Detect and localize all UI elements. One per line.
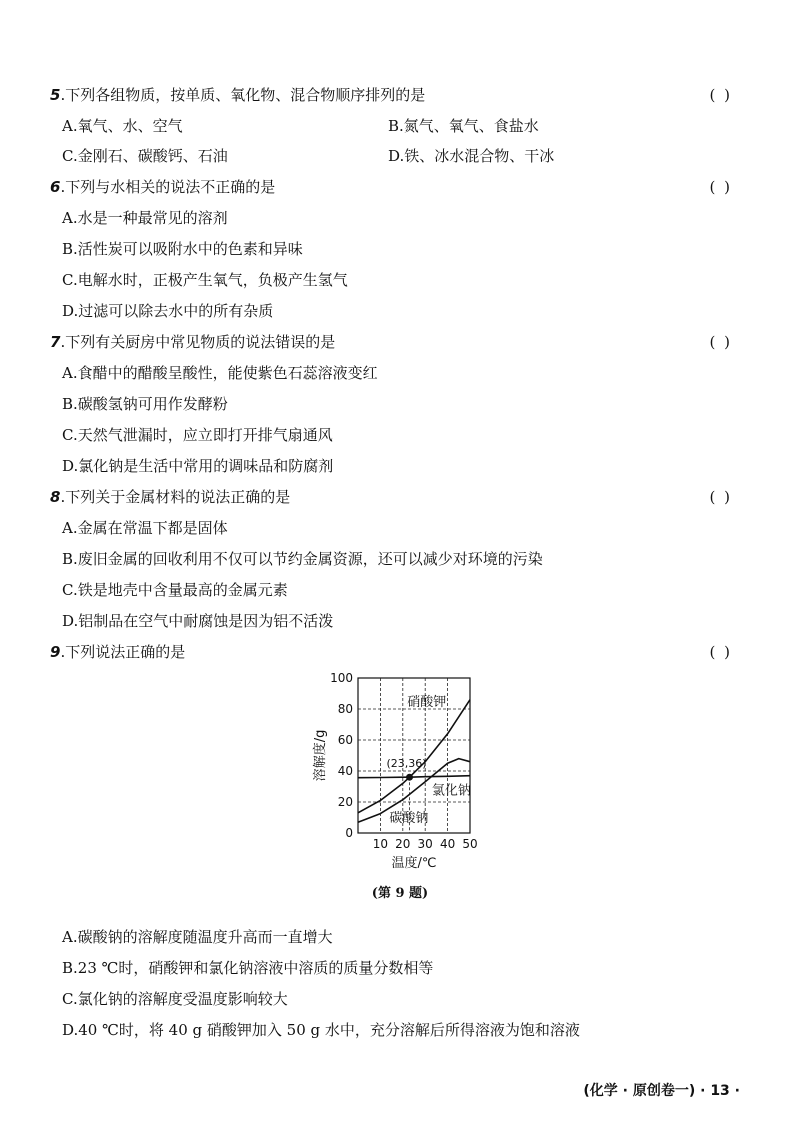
question-8-option-b: B.废旧金属的回收利用不仅可以节约金属资源，还可以减少对环境的污染 — [62, 550, 543, 568]
question-text: .下列说法正确的是 — [60, 643, 186, 661]
question-8-stem — [50, 487, 290, 507]
question-6-option-b: B.活性炭可以吸附水中的色素和异味 — [62, 240, 303, 258]
question-5-option-c: C.金刚石、碳酸钙、石油 — [62, 147, 228, 165]
series-line-氯化钠 — [358, 776, 470, 778]
question-text: .下列与水相关的说法不正确的是 — [60, 178, 276, 196]
series-label: 氯化钠 — [431, 783, 471, 799]
annotation-label: (23,36) — [386, 757, 427, 771]
question-9-option-a: A.碳酸钠的溶解度随温度升高而一直增大 — [62, 928, 333, 946]
answer-blank: ( ) — [709, 333, 732, 351]
figure-caption: (第 9 题) — [371, 886, 429, 901]
question-number: 5 — [50, 86, 61, 104]
series-label: 碳酸钠 — [389, 811, 429, 827]
question-text: .下列有关厨房中常见物质的说法错误的是 — [60, 333, 336, 351]
x-tick-label: 10 — [372, 837, 389, 851]
answer-blank: ( ) — [709, 643, 732, 661]
question-5-option-a: A.氧气、水、空气 — [62, 117, 183, 135]
y-tick-label: 60 — [337, 733, 353, 747]
y-tick-label: 80 — [337, 702, 353, 716]
page-footer: (化学 · 原创卷一) · 13 · — [583, 1083, 740, 1099]
question-number: 7 — [50, 333, 61, 351]
y-axis-label: 溶解度/g — [313, 729, 328, 782]
intersection-point — [406, 774, 413, 781]
question-7-stem — [50, 332, 335, 352]
x-tick-label: 20 — [395, 837, 411, 851]
question-9-option-c: C.氯化钠的溶解度受温度影响较大 — [62, 990, 288, 1008]
question-9-stem — [50, 642, 185, 662]
question-5-option-b: B.氮气、氧气、食盐水 — [388, 117, 539, 135]
question-6-stem — [50, 177, 275, 197]
question-number: 8 — [50, 488, 61, 506]
question-6-option-a: A.水是一种最常见的溶剂 — [62, 209, 228, 227]
question-8-option-c: C.铁是地壳中含量最高的金属元素 — [62, 581, 288, 599]
y-tick-label: 100 — [330, 671, 353, 685]
question-6-option-c: C.电解水时，正极产生氧气，负极产生氢气 — [62, 271, 348, 289]
question-7-option-d: D.氯化钠是生活中常用的调味品和防腐剂 — [62, 457, 334, 475]
answer-blank: ( ) — [709, 178, 732, 196]
x-tick-label: 40 — [439, 837, 456, 851]
x-axis-label: 温度/℃ — [391, 856, 437, 871]
question-5-option-d: D.铁、冰水混合物、干冰 — [388, 147, 555, 165]
question-9-option-b: B.23 ℃时，硝酸钾和氯化钠溶液中溶质的质量分数相等 — [62, 959, 434, 977]
question-8-option-d: D.铝制品在空气中耐腐蚀是因为铝不活泼 — [62, 612, 334, 630]
question-7-option-a: A.食醋中的醋酸呈酸性，能使紫色石蕊溶液变红 — [62, 364, 378, 382]
question-8-option-a: A.金属在常温下都是固体 — [62, 519, 228, 537]
question-number: 6 — [50, 178, 61, 196]
question-text: .下列各组物质，按单质、氧化物、混合物顺序排列的是 — [60, 86, 426, 104]
y-tick-label: 40 — [337, 764, 353, 778]
answer-blank: ( ) — [709, 86, 732, 104]
question-7-option-c: C.天然气泄漏时，应立即打开排气扇通风 — [62, 426, 333, 444]
solubility-chart — [310, 668, 510, 878]
series-label: 硝酸钾 — [407, 694, 447, 710]
answer-blank: ( ) — [709, 488, 732, 506]
y-tick-label: 0 — [345, 826, 353, 840]
question-6-option-d: D.过滤可以除去水中的所有杂质 — [62, 302, 274, 320]
question-text: .下列关于金属材料的说法正确的是 — [60, 488, 291, 506]
question-9-option-d: D.40 ℃时，将 40 g 硝酸钾加入 50 g 水中，充分溶解后所得溶液为饱和溶液 — [62, 1021, 580, 1039]
y-tick-label: 20 — [337, 795, 353, 809]
question-5-stem — [50, 85, 425, 105]
question-number: 9 — [50, 643, 61, 661]
x-tick-label: 50 — [462, 837, 478, 851]
question-7-option-b: B.碳酸氢钠可用作发酵粉 — [62, 395, 228, 413]
x-tick-label: 30 — [417, 837, 433, 851]
